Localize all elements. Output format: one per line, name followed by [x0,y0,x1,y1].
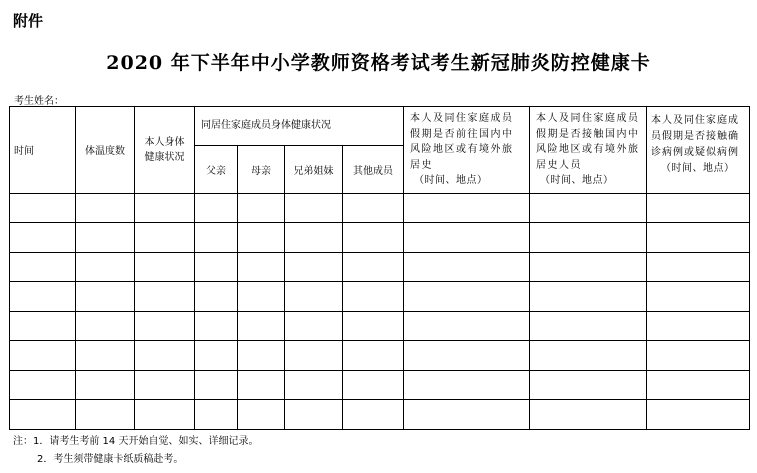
table-cell[interactable] [530,223,647,253]
header-time: 时间 [10,107,76,194]
table-cell[interactable] [135,282,195,312]
table-cell[interactable] [647,252,750,282]
table-cell[interactable] [530,282,647,312]
header-case-contact [647,107,750,194]
table-row [10,282,750,312]
table-cell[interactable] [285,400,343,430]
table-row [10,370,750,400]
table-cell[interactable] [135,252,195,282]
table-row [10,193,750,223]
table-cell[interactable] [76,282,135,312]
table-cell[interactable] [238,311,285,341]
table-cell[interactable] [195,400,238,430]
table-cell[interactable] [195,370,238,400]
table-cell[interactable] [404,311,530,341]
table-cell[interactable] [647,400,750,430]
table-cell[interactable] [135,311,195,341]
table-cell[interactable] [343,400,404,430]
table-cell[interactable] [647,193,750,223]
header-case-line-2: 员假期是否接触确 [651,131,739,142]
header-contact-line-4: 居史人员 [536,159,582,171]
table-cell[interactable] [238,370,285,400]
table-cell[interactable] [10,223,76,253]
table-cell[interactable] [10,311,76,341]
header-travel-line-1: 本人及同住家庭成员 [410,113,514,124]
note-1: 注：1．请考生考前 14 天开始自觉、如实、详细记录。 [13,436,259,447]
table-row [10,400,750,430]
table-cell[interactable] [238,223,285,253]
table-cell[interactable] [238,252,285,282]
table-row [10,223,750,253]
header-contact-history [530,107,647,194]
name-label: 考生姓名： [14,96,64,107]
table-cell[interactable] [135,341,195,371]
header-contact-line-2: 假期是否接触国内中 [536,128,640,140]
table-cell[interactable] [530,400,647,430]
table-cell[interactable] [647,370,750,400]
table-cell[interactable] [343,341,404,371]
table-cell[interactable] [135,370,195,400]
header-mother: 母亲 [238,146,285,193]
header-temperature: 体温度数 [76,107,135,194]
table-cell[interactable] [647,341,750,371]
table-cell[interactable] [76,311,135,341]
table-cell[interactable] [238,341,285,371]
table-cell[interactable] [238,400,285,430]
note-2: 2．考生须带健康卡纸质稿赴考。 [37,454,184,465]
table-cell[interactable] [76,193,135,223]
header-travel-line-2: 假期是否前往国内中 [410,128,514,140]
header-self-health [135,107,195,194]
table-cell[interactable] [530,370,647,400]
table-cell[interactable] [343,370,404,400]
table-cell[interactable] [647,223,750,253]
table-cell[interactable] [285,341,343,371]
table-cell[interactable] [135,400,195,430]
header-row-1 [10,107,750,146]
table-cell[interactable] [530,193,647,223]
table-cell[interactable] [404,341,530,371]
table-cell[interactable] [285,311,343,341]
header-case-line-1: 本人及同住家庭成 [651,115,739,126]
table-cell[interactable] [530,341,647,371]
header-travel-line-3: 风险地区或有境外旅 [410,144,514,155]
table-cell[interactable] [285,223,343,253]
table-cell[interactable] [76,223,135,253]
table-cell[interactable] [647,282,750,312]
table-cell[interactable] [195,223,238,253]
table-cell[interactable] [135,193,195,223]
notes [13,433,258,469]
table-cell[interactable] [10,282,76,312]
header-self-health-line-2: 健康状况 [144,151,185,163]
table-cell[interactable] [10,341,76,371]
page-title: 2020 年下半年中小学教师资格考试考生新冠肺炎防控健康卡 [106,52,651,74]
table-cell[interactable] [343,311,404,341]
table-cell[interactable] [76,370,135,400]
table-cell[interactable] [343,282,404,312]
table-cell[interactable] [238,193,285,223]
table-cell[interactable] [647,311,750,341]
table-cell[interactable] [404,400,530,430]
header-others: 其他成员 [343,146,404,193]
table-cell[interactable] [343,193,404,223]
table-cell[interactable] [530,252,647,282]
table-cell[interactable] [285,193,343,223]
table-cell[interactable] [195,252,238,282]
table-cell[interactable] [404,370,530,400]
table-cell[interactable] [195,341,238,371]
health-card-table [9,106,750,430]
table-cell[interactable] [76,341,135,371]
table-cell[interactable] [285,370,343,400]
table-cell[interactable] [530,311,647,341]
table-cell[interactable] [404,282,530,312]
table-cell[interactable] [285,252,343,282]
table-row [10,311,750,341]
table-cell[interactable] [343,252,404,282]
header-travel-line-5: （时间、地点） [414,175,488,186]
table-cell[interactable] [135,223,195,253]
table-cell[interactable] [404,252,530,282]
header-father: 父亲 [195,146,238,193]
header-case-line-3: 诊病例或疑似病例 [651,147,739,158]
header-contact-line-1: 本人及同住家庭成员 [536,113,640,124]
table-cell[interactable] [10,252,76,282]
table-cell[interactable] [195,193,238,223]
header-siblings: 兄弟姐妹 [285,146,343,193]
table-cell[interactable] [76,252,135,282]
table-cell[interactable] [285,282,343,312]
header-travel-history [404,107,530,194]
header-self-health-line-1: 本人身体 [144,136,185,148]
header-travel-line-4: 居史 [410,159,433,171]
table-cell[interactable] [404,223,530,253]
table-cell[interactable] [10,370,76,400]
table-cell[interactable] [10,193,76,223]
attachment-label: 附件 [13,12,44,30]
table-body [10,193,750,429]
table-cell[interactable] [195,311,238,341]
header-contact-line-3: 风险地区或有境外旅 [536,144,640,155]
table-row [10,252,750,282]
table-cell[interactable] [195,282,238,312]
header-family-group: 同居住家庭成员身体健康状况 [195,107,404,146]
table-row [10,341,750,371]
table-cell[interactable] [343,223,404,253]
header-case-line-4: （时间、地点） [661,163,735,174]
header-contact-line-5: （时间、地点） [540,175,614,186]
table-cell[interactable] [10,400,76,430]
table-cell[interactable] [238,282,285,312]
table-cell[interactable] [404,193,530,223]
table-cell[interactable] [76,400,135,430]
